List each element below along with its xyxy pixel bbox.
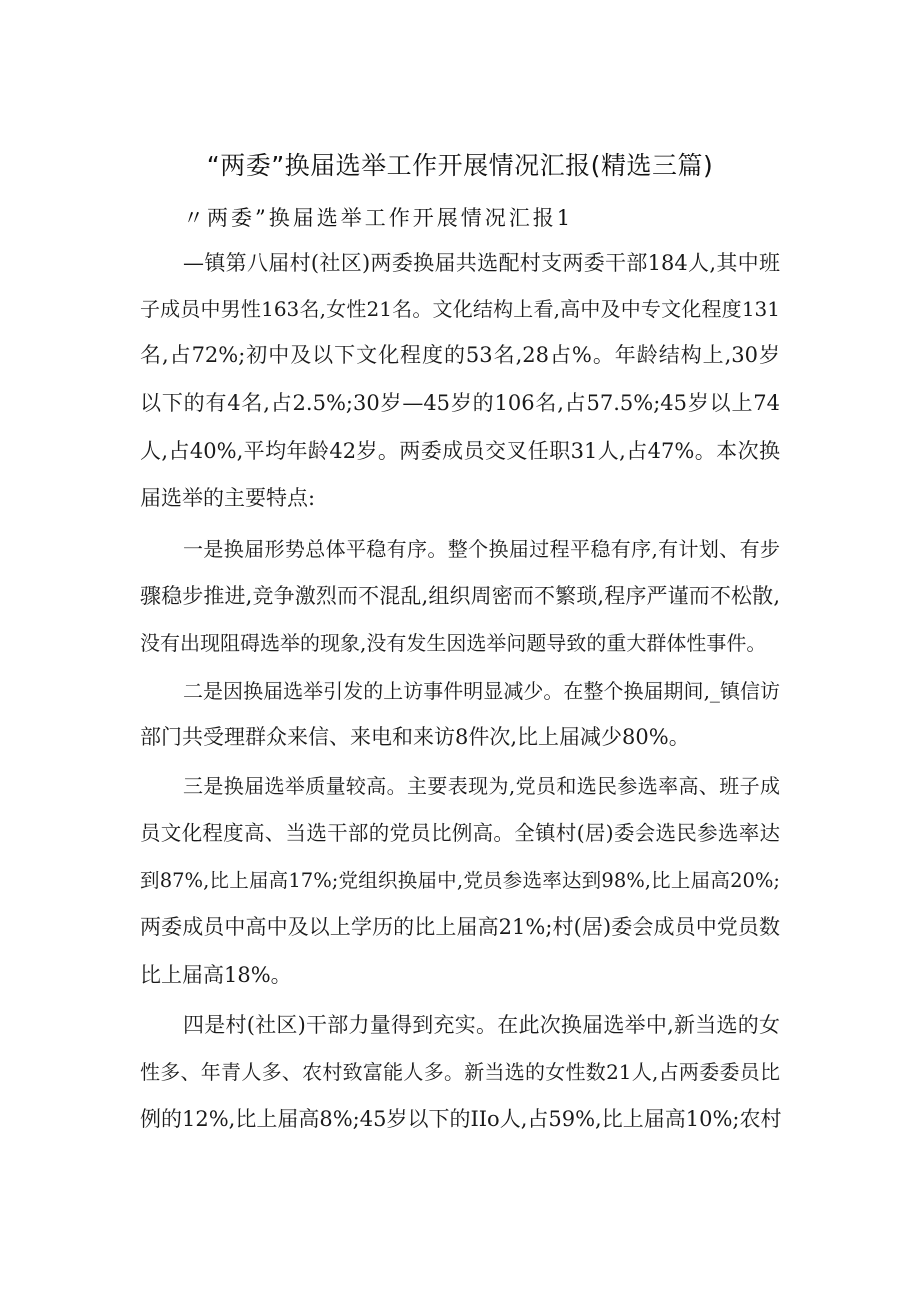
paragraph-line: 人,占40%,平均年龄42岁。两委成员交叉任职31人,占47%。本次换 [140,439,780,463]
section-heading: 〃两委”换届选举工作开展情况汇报1 [183,206,574,230]
paragraph-line: 例的12%,比上届高8%;45岁以下的IIo人,占59%,比上届高10%;农村 [140,1107,782,1131]
paragraph-line: 届选举的主要特点: [140,486,316,510]
paragraph-line: 部门共受理群众来信、来电和来访8件次,比上届减少80%。 [140,725,690,749]
paragraph-line: 比上届高18%。 [140,963,292,987]
paragraph-line: 性多、年青人多、农村致富能人多。新当选的女性数21人,占两委委员比 [140,1060,780,1084]
paragraph-line: 名,占72%;初中及以下文化程度的53名,28占%。年龄结构上,30岁 [140,343,780,367]
paragraph-line: 两委成员中高中及以上学历的比上届高21%;村(居)委会成员中党员数 [140,915,780,939]
paragraph-line: 骤稳步推进,竞争激烈而不混乱,组织周密而不繁琐,程序严谨而不松散, [140,584,780,608]
document-title: “两委”换届选举工作开展情况汇报(精选三篇) [206,151,714,180]
paragraph-line: 四是村(社区)干部力量得到充实。在此次换届选举中,新当选的女 [183,1013,780,1037]
paragraph-line: 一是换届形势总体平稳有序。整个换届过程平稳有序,有计划、有步 [183,537,780,561]
paragraph-line: 三是换届选举质量较高。主要表现为,党员和选民参选率高、班子成 [183,774,780,798]
paragraph-line: 没有出现阻碍选举的现象,没有发生因选举问题导致的重大群体性事件。 [140,631,767,655]
paragraph-line: —镇第八届村(社区)两委换届共选配村支两委干部184人,其中班 [183,251,780,275]
paragraph-line: 以下的有4名,占2.5%;30岁—45岁的106名,占57.5%;45岁以上74 [140,391,780,415]
paragraph-line: 到87%,比上届高17%;党组织换届中,党员参选率达到98%,比上届高20%; [140,869,780,892]
paragraph-line: 子成员中男性163名,女性21名。文化结构上看,高中及中专文化程度131 [140,297,780,321]
paragraph-line: 员文化程度高、当选干部的党员比例高。全镇村(居)委会选民参选率达 [140,821,780,845]
paragraph-line: 二是因换届选举引发的上访事件明显减少。在整个换届期间,_镇信访 [183,679,780,703]
